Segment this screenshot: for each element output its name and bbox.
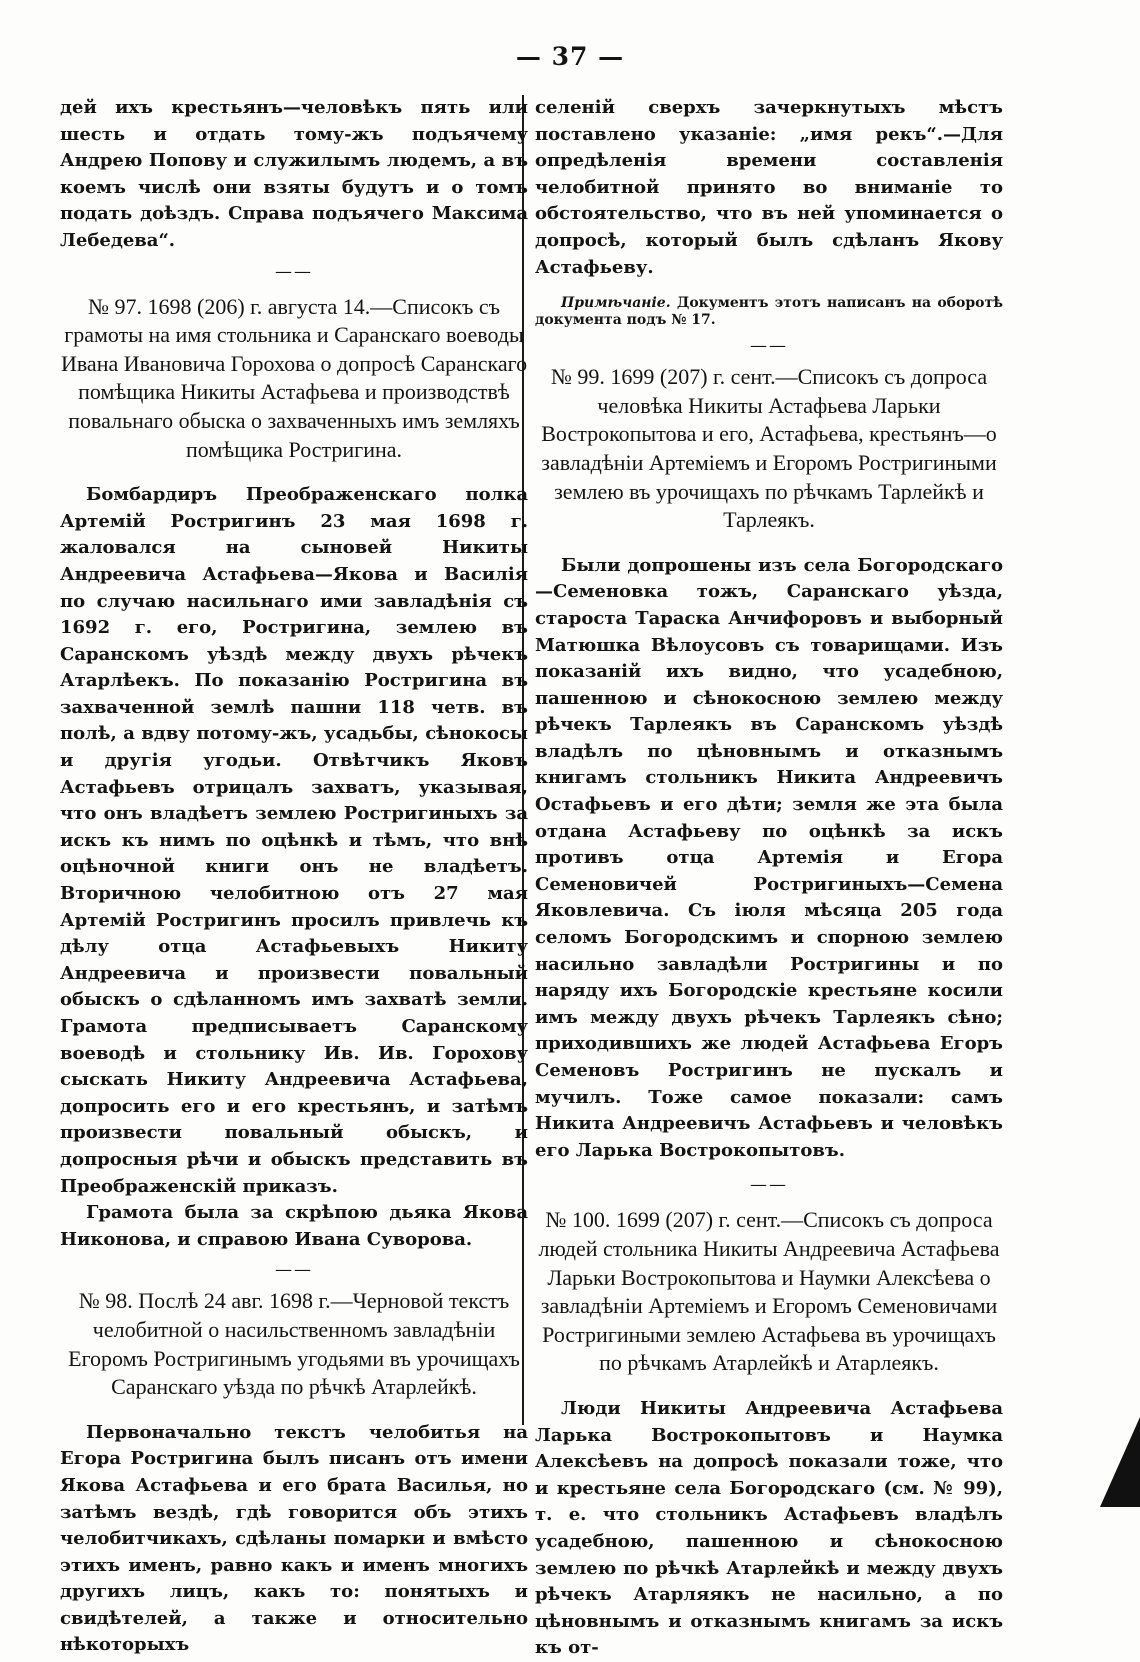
- doc-99-paragraph: Были допрошены изъ села Богородскаго—Семеновка тожъ, Саранскаго уѣзда, староста Тараска Анчифоровъ и выборный Матюшка Вѣлоусовъ съ товарищами. Изъ показаній ихъ видно, что усадебною, пашенною и сѣнокосною землею между рѣчекъ Тарлеякъ въ Саранскомъ уѣздѣ владѣлъ по цѣновнымъ и отказнымъ книгамъ стольникъ Никита Андреевичъ Остафьевъ и его дѣти; земля же эта была отдана Астафьеву по оцѣнкѣ за искъ противъ отца Артемія и Егора Семеновичей Ростригиныхъ—Семена Яковлевича. Съ іюля мѣсяца 205 года селомъ Богородскимъ и спорною землею насильно завладѣли Ростригины и по наряду ихъ Богородскіе крестьяне косили имъ между двухъ рѣчекъ Тарлеякъ сѣно; приходившихъ же людей Астафьева Егоръ Семеновъ Ростригинъ не пускалъ и мучилъ. Тоже самое показали: самъ Никита Андреевичъ Астафьевъ и человѣкъ его Ларька Вострокопытовъ.: [535, 554, 1003, 1161]
- doc-97-heading: № 97. 1698 (206) г. августа 14.—Списокъ съ грамоты на имя стольника и Саранскаго воеводы Ивана Ивановича Горохова о допросѣ Саранскаго помѣщика Никиты Астафьева и производствѣ повальнаго обыска о захваченныхъ имъ земляхъ помѣщика Ростригина.: [60, 293, 528, 462]
- note-label: Примѣчаніе.: [561, 295, 671, 312]
- continuation-text: селеній сверхъ зачеркнутыхъ мѣстъ поставлено указаніе: „имя рекъ“.—Для опредѣленія времени составленія челобитной принято во вниманіе то обстоятельство, что въ ней упоминается о допросѣ, который былъ сдѣланъ Якову Астафьеву.: [535, 97, 1003, 278]
- separator: ——: [750, 1175, 788, 1196]
- doc-98-paragraph: Первоначально текстъ челобитья на Егора Ростригина былъ писанъ отъ имени Якова Астафьева и его брата Василья, но затѣмъ вездѣ, гдѣ говорится объ этихъ челобитчикахъ, сдѣланы помарки и вмѣсто этихъ именъ, равно какъ и именъ многихъ другихъ лицъ, какъ то: понятыхъ и свидѣтелей, а также и относительно нѣкоторыхъ: [60, 1421, 528, 1656]
- separator: ——: [275, 261, 313, 282]
- note: [535, 295, 1003, 329]
- note-text: Документъ этотъ написанъ на оборотѣ документа подъ № 17.: [535, 295, 1004, 329]
- doc-97-paragraph: Грамота была за скрѣпою дьяка Якова Никонова, и справою Ивана Суворова.: [60, 1202, 528, 1250]
- right-column: [535, 95, 1003, 1662]
- continuation-text: дей ихъ крестьянъ—человѣкъ пять или шесть и отдать тому-жъ подъячему Андрею Попову и служилымъ людемъ, а въ коемъ числѣ они взяты будутъ и о томъ подать доѣздъ. Справа подъячего Максима Лебедева“.: [60, 97, 528, 251]
- doc-100-paragraph: Люди Никиты Андреевича Астафьева Ларька Вострокопытовъ и Наумка Алексѣевъ на допросѣ показали тоже, что и крестьяне села Богородскаго (см. № 99), т. е. что стольникъ Астафьевъ владѣлъ усадебною, пашенною и сѣнокосною землею по рѣчкѣ Атарлейкѣ и между двухъ рѣчекъ Атарляякъ не насильно, а по цѣновнымъ и отказнымъ книгамъ за искъ къ от-: [535, 1397, 1003, 1659]
- doc-99-heading: № 99. 1699 (207) г. сент.—Списокъ съ допроса человѣка Никиты Астафьева Ларьки Вострокопытова и его, Астафьева, крестьянъ—о завладѣніи Артеміемъ и Егоромъ Ростригиными землею въ урочищахъ по рѣчкамъ Тарлейкѣ и Тарлеякъ.: [541, 364, 997, 533]
- corner-ink-mark: [1100, 1417, 1140, 1507]
- separator: ——: [275, 1260, 313, 1281]
- left-column: [60, 95, 528, 1659]
- doc-97-paragraph: Бомбардиръ Преображенскаго полка Артемій Ростригинъ 23 мая 1698 г. жаловался на сыновей Никиты Андреевича Астафьева—Якова и Василія по случаю насильнаго ими завладѣнія съ 1692 г. его, Ростригина, землею въ Саранскомъ уѣздѣ между двухъ рѣчекъ Атарлѣекъ. По показанію Ростригина въ захваченной землѣ пашни 118 четв. въ полѣ, а вдву потому-жъ, усадьбы, сѣнокосы и другія угодьи. Отвѣтчикъ Яковъ Астафьевъ отрицалъ захватъ, указывая, что онъ владѣетъ землею Ростригиныхъ за искъ къ нимъ по оцѣнкѣ и тѣмъ, что внѣ оцѣночной книги онъ не владѣетъ. Вторичною челобитною отъ 27 мая Артемій Ростригинъ просилъ привлечь къ дѣлу отца Астафьевыхъ Никиту Андреевича и произвести повальный обыскъ о сдѣланномъ имъ захватѣ земли. Грамота предписываетъ Саранскому воеводѣ и стольнику Ив. Ив. Горохову сыскать Никиту Андреевича Астафьева, допросить его и его крестьянъ, и затѣмъ произвести повальный обыскъ, и допросныя рѣчи и обыскъ представить въ Преображенскій приказъ.: [60, 484, 528, 1197]
- doc-100-heading: № 100. 1699 (207) г. сент.—Списокъ съ допроса людей стольника Никиты Андреевича Астафьева Ларьки Вострокопытова и Наумки Алексѣева о завладѣніи Артеміемъ и Егоромъ Семеновичами Ростригиными землею Астафьева въ урочищахъ по рѣчкамъ Атарлейкѣ и Атарлеякъ.: [538, 1207, 1000, 1376]
- separator: ——: [750, 336, 788, 357]
- doc-98-heading: № 98. Послѣ 24 авг. 1698 г.—Черновой текстъ челобитной о насильственномъ завладѣніи Егоромъ Ростригинымъ угодьями въ урочищахъ Саранскаго уѣзда по рѣчкѣ Атарлейкѣ.: [68, 1288, 520, 1400]
- page-number: — 37 —: [515, 42, 625, 71]
